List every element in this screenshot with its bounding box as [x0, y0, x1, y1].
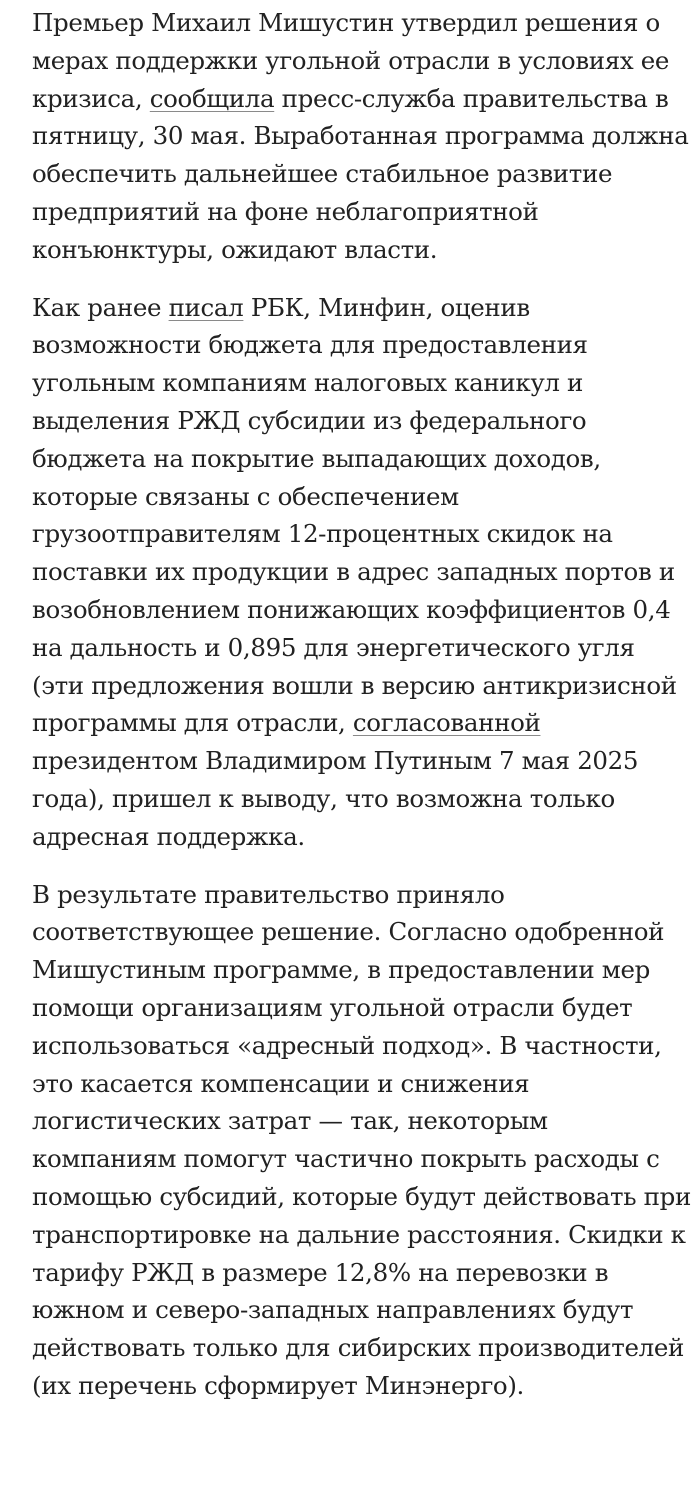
paragraph-3-text: В результате правительство приняло соответствующее решение. Согласно одобренной Мишустиным программе, в предоставлении мер помощи организациям угольной отрасли будет использоваться «адресный подход». В частности, это касается компенсации и снижения логистических затрат — так, некоторым компаниям помогут частично покрыть расходы с помощью субсидий, которые будут действовать при транспортировке на дальние расстояния. Скидки к тарифу РЖД в размере 12,8% на перевозки в южном и северо-западных направлениях будут действовать только для сибирских производителей (их перечень сформирует Минэнерго).: [32, 879, 691, 1400]
paragraph-2-text-end: президентом Владимиром Путиным 7 мая 2025 года), пришел к выводу, что возможна только адресная поддержка.: [32, 746, 639, 851]
paragraph-2: [32, 289, 692, 856]
link-pisal[interactable]: писал: [168, 292, 244, 322]
paragraph-2-text-middle: РБК, Минфин, оценив возможности бюджета для предоставления угольным компаниям налоговых каникул и выделения РЖД субсидии из федерального бюджета на покрытие выпадающих доходов, которые связаны с обеспечением грузоотправителям 12-процентных скидок на поставки их продукции в адрес западных портов и возобновлением понижающих коэффициентов 0,4 на дальность и 0,895 для энергетического угля (эти предложения вошли в версию антикризисной программы для отрасли,: [32, 292, 677, 738]
paragraph-1-text-end: пресс-служба правительства в пятницу, 30 мая. Выработанная программа должна обеспечить дальнейшее стабильное развитие предприятий на фоне неблагоприятной конъюнктуры, ожидают власти.: [32, 83, 689, 264]
link-soglasovannoy[interactable]: согласованной: [352, 708, 541, 738]
paragraph-3: [32, 876, 692, 1405]
paragraph-1: [32, 4, 692, 269]
paragraph-1-text-start: Премьер Михаил Мишустин утвердил решения о мерах поддержки угольной отрасли в условиях ее кризиса,: [32, 8, 670, 113]
link-soobshila[interactable]: сообщила: [149, 83, 275, 113]
paragraph-2-text-start: Как ранее: [32, 292, 169, 322]
